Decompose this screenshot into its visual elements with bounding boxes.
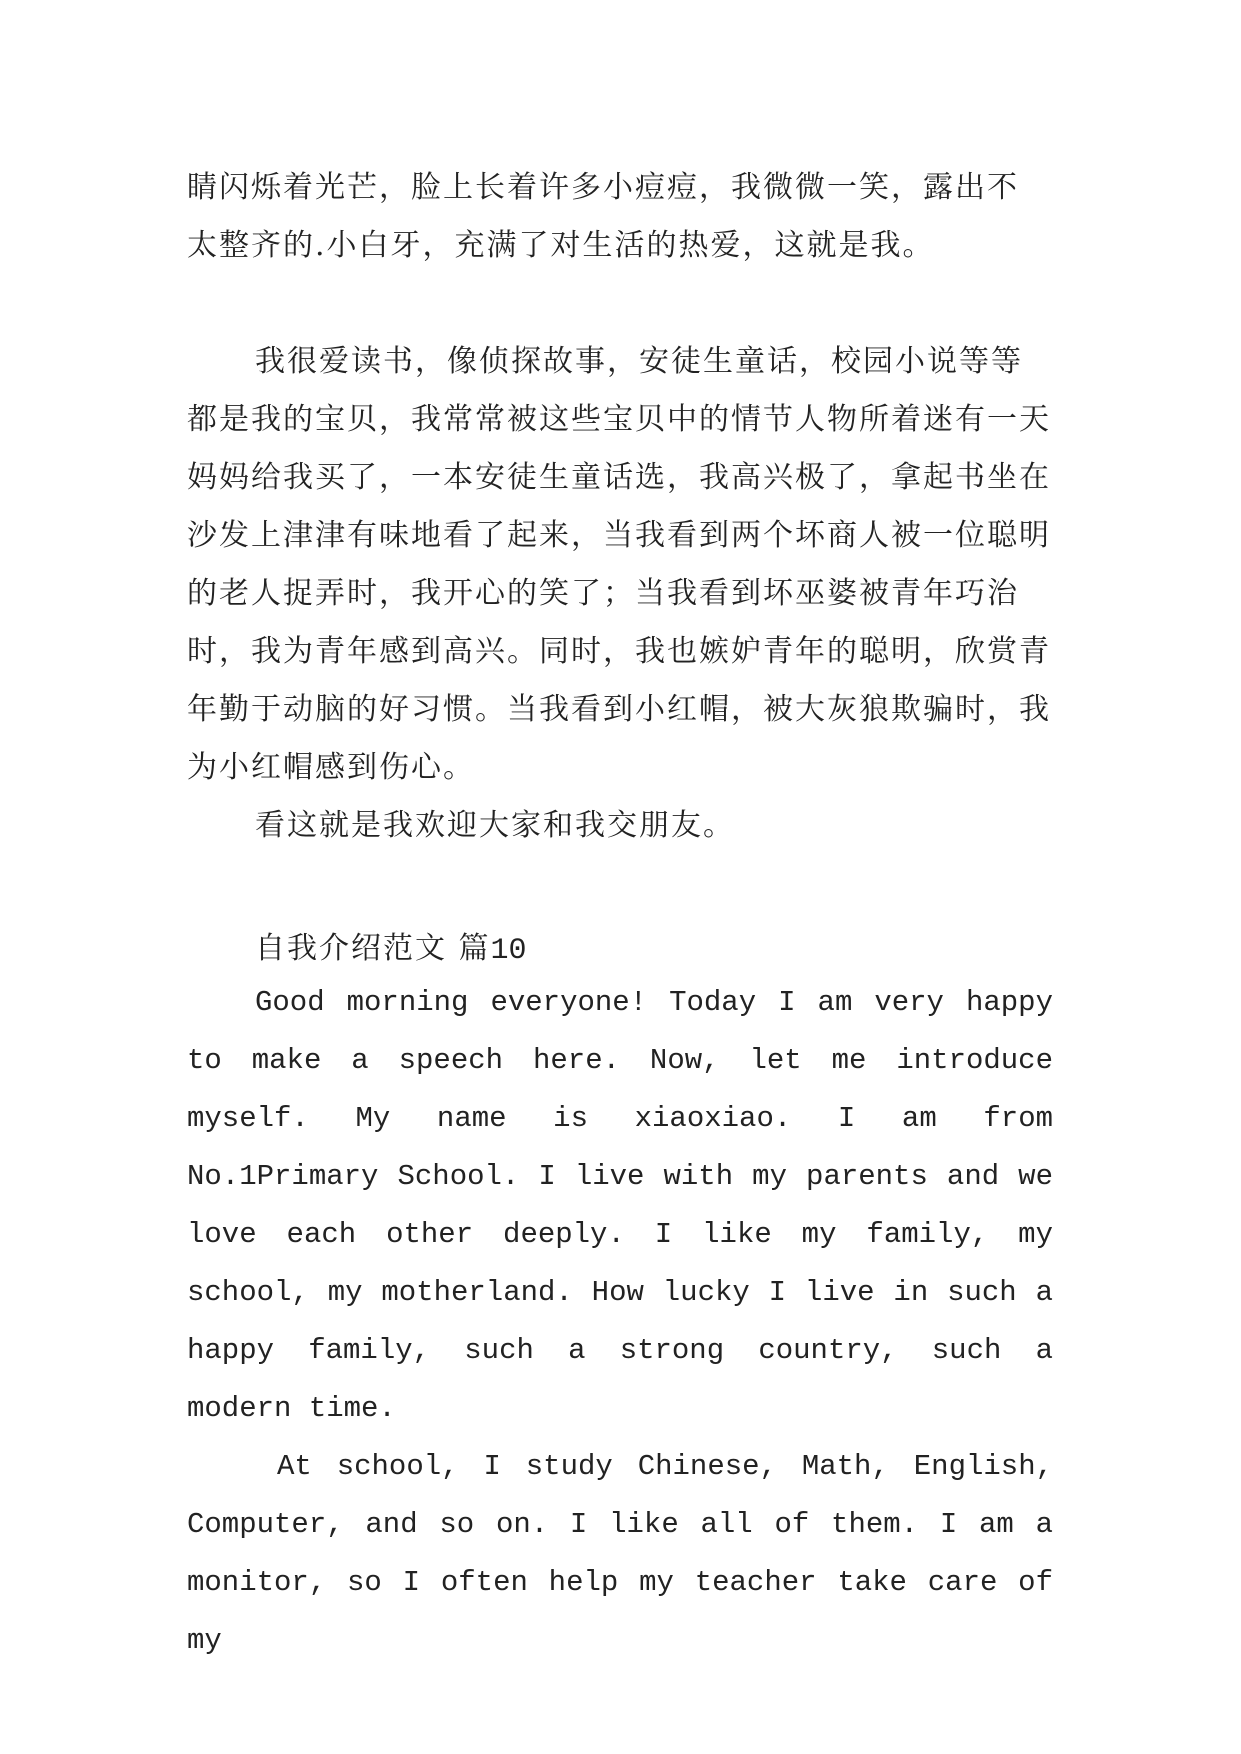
- text-line: 太整齐的.小白牙，充满了对生活的热爱，这就是我。: [187, 228, 935, 263]
- paragraph-continuation: [187, 159, 1053, 275]
- heading-number: 10: [490, 934, 527, 968]
- paragraph-text: At school, I study Chinese, Math, English, Computer, and so on. I like all of them. I am a monitor, so I often help my teacher take care of my: [187, 1450, 1053, 1657]
- text-line: 睛闪烁着光芒，脸上长着许多小痘痘，我微微一笑，露出不: [187, 170, 1019, 205]
- english-paragraphs: [187, 974, 1053, 1670]
- heading-text: 自我介绍范文 篇: [255, 931, 491, 966]
- section-heading: [255, 920, 527, 980]
- paragraph-text: Good morning everyone! Today I am very happy to make a speech here. Now, let me introduce myself. My name is xiaoxiao. I am from No.1Primary School. I live with my parents and we love each other deeply. I like my family, my school, my motherland. How lucky I live in such a happy family, such a strong country, such a modern time.: [187, 986, 1053, 1425]
- paragraph-text: 看这就是我欢迎大家和我交朋友。: [255, 808, 735, 843]
- paragraph-reading: [187, 333, 1053, 855]
- paragraph-text: 我很爱读书，像侦探故事，安徒生童话，校园小说等等都是我的宝贝，我常常被这些宝贝中的情节人物所着迷有一天妈妈给我买了，一本安徒生童话选，我高兴极了，拿起书坐在沙发上津津有味地看了起来，当我看到两个坏商人被一位聪明的老人捉弄时，我开心的笑了；当我看到坏巫婆被青年巧治时，我为青年感到高兴。同时，我也嫉妒青年的聪明，欣赏青年勤于动脑的好习惯。当我看到小红帽，被大灰狼欺骗时，我为小红帽感到伤心。: [187, 344, 1051, 785]
